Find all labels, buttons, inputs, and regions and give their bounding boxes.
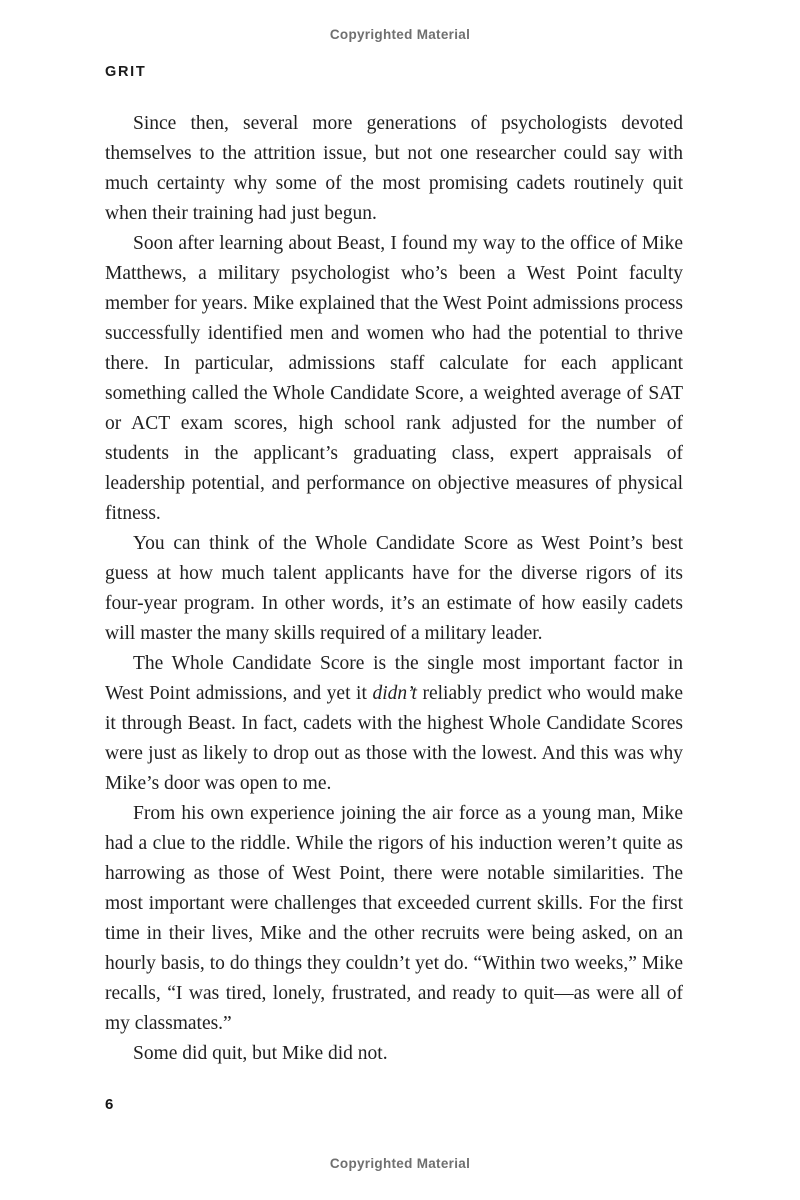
paragraph (105, 649, 683, 799)
text-run: Soon after learning about Beast, I found my way to the office of Mike Matthews, a military psychologist who’s been a West Point faculty member for years. Mike explained that the West Point admissions process successfully identified men and women who had the potential to thrive there. In particular, admissions staff calculate for each applicant something called the Whole Candidate Score, a weighted average of SAT or ACT exam scores, high school rank adjusted for the number of students in the applicant’s graduating class, expert appraisals of leadership potential, and performance on objective measures of physical fitness. (105, 233, 683, 524)
italic-text-run: didn’t (372, 683, 417, 704)
body-text (105, 109, 683, 1069)
paragraph (105, 1039, 683, 1069)
copyright-notice-bottom: Copyrighted Material (329, 1156, 471, 1171)
paragraph (105, 529, 683, 649)
paragraph (105, 229, 683, 529)
text-run: Since then, several more generations of psychologists devoted themselves to the attrition issue, but not one researcher could say with much certainty why some of the most promising cadets routinely quit when their training had just begun. (105, 113, 683, 224)
text-run: The Whole Candidate Score is the single most important factor in West Point admissions, and yet it (105, 653, 683, 704)
text-run: reliably predict who would make it through Beast. In fact, cadets with the highest Whole Candidate Scores were just as likely to drop out as those with the lowest. And this was why Mike’s door was open to me. (105, 683, 683, 794)
paragraph (105, 109, 683, 229)
text-run: Some did quit, but Mike did not. (133, 1043, 388, 1064)
text-run: From his own experience joining the air force as a young man, Mike had a clue to the riddle. While the rigors of his induction weren’t quite as harrowing as those of West Point, there were notable similarities. The most important were challenges that exceeded current skills. For the first time in their lives, Mike and the other recruits were being asked, on an hourly basis, to do things they couldn’t yet do. “Within two weeks,” Mike recalls, “I was tired, lonely, frustrated, and ready to quit—as were all of my classmates.” (105, 803, 683, 1034)
page-number: 6 (105, 1096, 114, 1113)
copyright-notice-top: Copyrighted Material (329, 27, 471, 42)
paragraph (105, 799, 683, 1039)
running-header: GRIT (105, 64, 147, 80)
text-run: You can think of the Whole Candidate Score as West Point’s best guess at how much talent applicants have for the diverse rigors of its four-year program. In other words, it’s an estimate of how easily cadets will master the many skills required of a military leader. (105, 533, 683, 644)
